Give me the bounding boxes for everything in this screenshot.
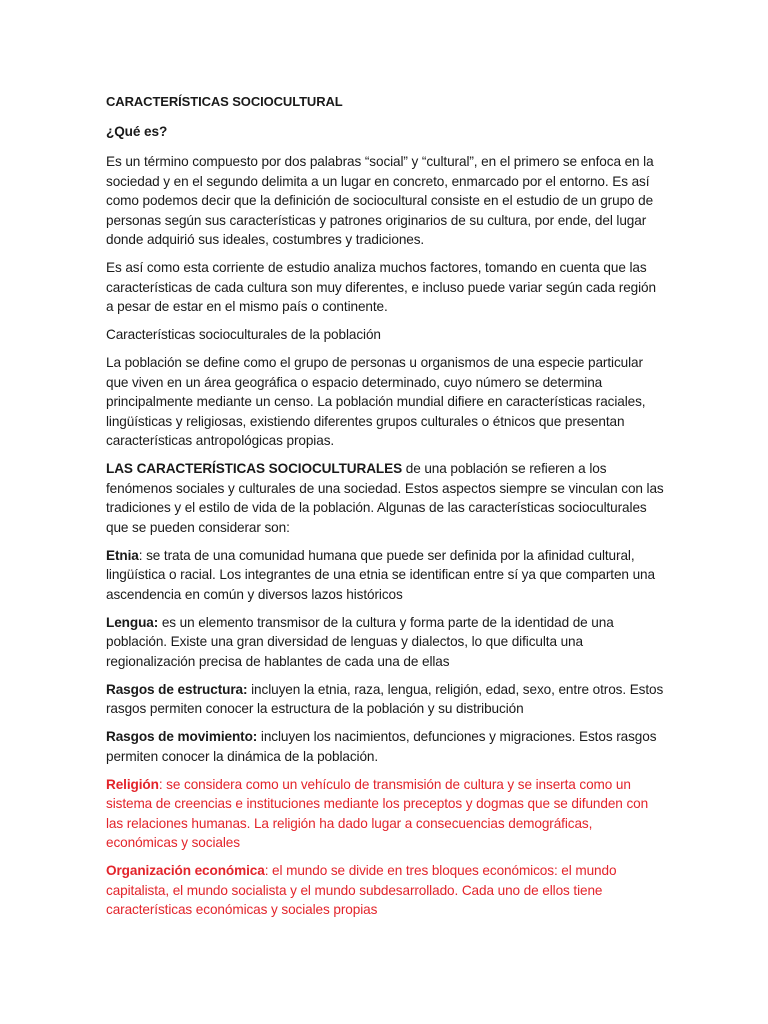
intro-paragraph-1: Es un término compuesto por dos palabras “social” y “cultural”, en el primero se enfoca en la sociedad y en el segundo delimita a un lugar en concreto, enmarcado por el entorno. Es así como podemos decir que la definición de sociocultural consiste en el estudio de un grupo de personas según sus características y patrones originarios de su cultura, por ende, del lugar donde adquirió sus ideales, costumbres y tradiciones. [106, 154, 654, 247]
document-subtitle: ¿Qué es? [106, 123, 168, 139]
poblacion-paragraph: La población se define como el grupo de personas u organismos de una especie particular que viven en un área geográfica o espacio determinado, cuyo número se determina principalmente mediante un censo. La población mundial difiere en características raciales, lingüísticas y religiosas, existiendo diferentes grupos culturales o étnicos que presentan características antropológicas propias. [106, 355, 646, 448]
item-organizacion-economica [106, 861, 666, 920]
item-text: : se considera como un vehículo de transmisión de cultura y se inserta como un sistema de creencias e instituciones mediante los preceptos y dogmas que se difunden con las relaciones humanas. La religión ha dado lugar a consecuencias demográficas, económicas y sociales [106, 776, 649, 850]
item-rasgos-movimiento [106, 727, 666, 766]
section-heading: Características socioculturales de la población [106, 327, 381, 342]
item-text: incluyen la etnia, raza, lengua, religión, edad, sexo, entre otros. Estos rasgos permiten conocer la estructura de la población y su distribución [106, 681, 664, 716]
item-text: : el mundo se divide en tres bloques económicos: el mundo capitalista, el mundo socialista y el mundo subdesarrollado. Cada uno de ellos tiene características económicas y sociales propias [106, 863, 617, 917]
item-text: : se trata de una comunidad humana que puede ser definida por la afinidad cultural, lingüística o racial. Los integrantes de una etnia se identifican entre sí ya que comparten una ascendencia en común y diversos lazos históricos [106, 547, 655, 602]
intro-paragraph-2: Es así como esta corriente de estudio analiza muchos factores, tomando en cuenta que las características de cada cultura son muy diferentes, e incluso puede variar según cada región a pesar de estar en el mismo país o continente. [106, 260, 656, 314]
item-term: Rasgos de movimiento: [106, 729, 258, 744]
item-rasgos-estructura [106, 680, 666, 719]
caracteristicas-text: de una población se refieren a los fenómenos sociales y culturales de una sociedad. Estos aspectos siempre se vinculan con las tradiciones y el estilo de vida de la población. Algunas de las características socioculturales que se pueden considerar son: [106, 461, 664, 535]
item-term: Lengua: [106, 614, 159, 630]
item-term: Rasgos de estructura: [106, 681, 248, 697]
item-lengua [106, 613, 666, 672]
caracteristicas-term: LAS CARACTERÍSTICAS SOCIOCULTURALES [106, 461, 403, 476]
document-page [106, 92, 666, 928]
item-term: Religión [106, 776, 159, 792]
item-religion [106, 775, 666, 853]
item-term: Organización económica [106, 863, 265, 878]
item-etnia [106, 546, 666, 605]
caracteristicas-paragraph [106, 459, 666, 537]
item-term: Etnia [106, 547, 139, 563]
item-text: es un elemento transmisor de la cultura y forma parte de la identidad de una población. Existe una gran diversidad de lenguas y dialectos, lo que dificulta una regionalización precisa de hablantes de cada una de ellas [106, 614, 614, 669]
item-text: incluyen los nacimientos, defunciones y migraciones. Estos rasgos permiten conocer la dinámica de la población. [106, 729, 657, 764]
document-title: CARACTERÍSTICAS SOCIOCULTURAL [106, 94, 343, 109]
